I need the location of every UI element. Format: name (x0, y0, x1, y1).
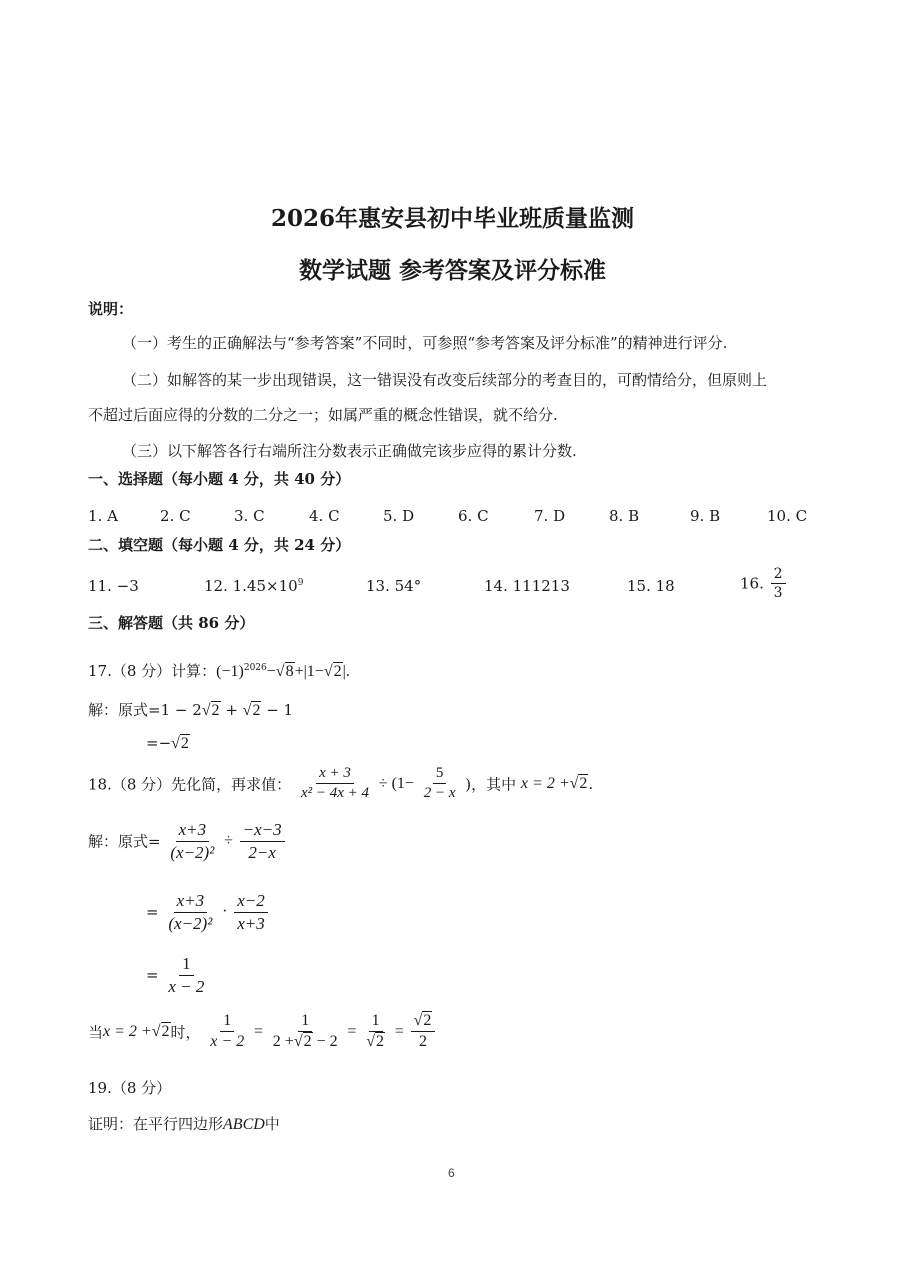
q18-solution-step4: 当x = 2 +√2时， $\frac{1}{x - 2}$ = $\frac{1}{2 +√2 - 2}$ = $\frac{1}{√2}$ = $\frac{√2}{2}$ (88, 1012, 437, 1052)
answer-6: 6. C (458, 507, 489, 525)
answer-13: 13. 54° (366, 577, 422, 595)
answer-16: 16. $\frac{2}{3}$ (740, 566, 788, 601)
q18-solution-step2: = $\frac{x+3}{\text{(x−2)²}}$ · $\frac{x-2}{x+3}$ (146, 891, 270, 933)
note-2a: （二）如解答的某一步出现错误，这一错误没有改变后续部分的考查目的，可酌情给分，但原则上 (122, 371, 768, 389)
answer-9: 9. B (690, 507, 721, 525)
note-1: （一）考生的正确解法与“参考答案”不同时，可参照“参考答案及评分标准”的精神进行评分. (122, 334, 728, 352)
q18-statement: 18.（8 分）先化简，再求值： $\frac{x + 3}{\text{x² − 4x + 4}}$ ÷ (1− $\frac{5}{2 - x}$ )，其中 x = 2 +√2. (88, 765, 594, 802)
q18-solution-step1: 解：原式= $\frac{x+3}{\text{(x−2)²}}$ ÷ $\frac{-x-3}{2-x}$ (88, 820, 287, 862)
section-3-heading: 三、解答题（共 86 分） (88, 614, 255, 632)
document-subtitle: 数学试题 参考答案及评分标准 (298, 257, 606, 284)
q17-statement: 17.（8 分）计算：$(-1)^{2026}-√8+|1-√2|$. (88, 662, 350, 680)
answer-15: 15. 18 (627, 577, 675, 595)
answer-12: 12. $1.45\times 10^9$ (204, 577, 304, 595)
page-number: 6 (448, 1166, 455, 1180)
notes-heading: 说明： (88, 300, 134, 318)
answer-14: 14. 111213 (484, 577, 570, 595)
answer-7: 7. D (534, 507, 566, 525)
q19-proof-start: 证明：在平行四边形ABCD中 (88, 1115, 280, 1133)
section-1-heading: 一、选择题（每小题 4 分，共 40 分） (88, 470, 351, 488)
q18-solution-step3: = $\frac{1}{x - 2}$ (146, 954, 205, 996)
answer-1: 1. A (88, 507, 118, 525)
answer-5: 5. D (383, 507, 415, 525)
answer-3: 3. C (234, 507, 265, 525)
answer-11: 11. −3 (88, 577, 139, 595)
section-2-heading: 二、填空题（每小题 4 分，共 24 分） (88, 536, 351, 554)
answer-2: 2. C (160, 507, 191, 525)
note-2b: 不超过后面应得的分数的二分之一；如属严重的概念性错误，就不给分. (88, 406, 558, 424)
answer-10: 10. C (767, 507, 808, 525)
q17-solution-step1: 解：原式=1 − 2√2 + √2 − 1 (88, 701, 294, 719)
document-title: 2026年惠安县初中毕业班质量监测 (270, 205, 634, 232)
answer-8: 8. B (609, 507, 640, 525)
note-3: （三）以下解答各行右端所注分数表示正确做完该步应得的累计分数. (122, 442, 577, 460)
q17-solution-step2: =−√2 (146, 734, 189, 752)
q19-label: 19.（8 分） (88, 1079, 172, 1097)
answer-4: 4. C (309, 507, 340, 525)
